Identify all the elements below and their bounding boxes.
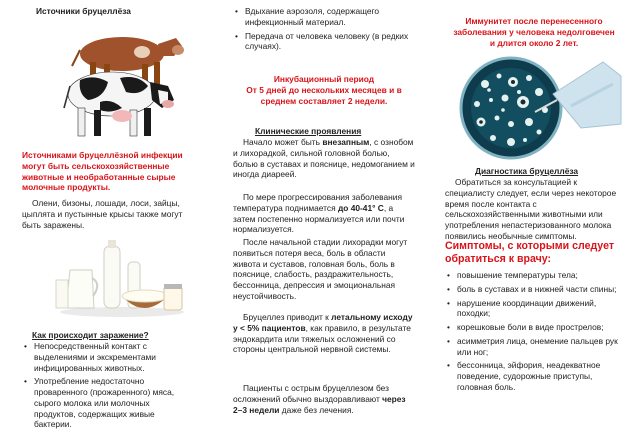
infection-item: • Употребление недостаточно проваренного (прожаренного) мяса, сырого молока или молочных продуктов, содержащих живые бактерии. — [22, 376, 192, 430]
cow-illustration — [50, 16, 186, 144]
symptoms-list — [445, 270, 623, 393]
diagnostics-text: Обратиться за консультацией к специалисту следует, если через некоторое время после контакта с сельскохозяйственными животными или употребления непастеризованного молока появились необычные симптомы. — [445, 177, 617, 241]
milk-products-illustration — [52, 240, 186, 318]
clinical-paragraph-1 — [233, 137, 415, 180]
clinical-p2-bold: до 40-41° С — [337, 202, 384, 213]
symptom-item: • повышение температуры тела; — [445, 270, 623, 281]
infection-item: • Непосредственный контакт с выделениями и экскрементами инфицированных животных. — [22, 341, 192, 373]
infection-list — [22, 341, 192, 430]
clinical-p1-bold: внезапным — [322, 137, 370, 147]
symptom-item: • корешковые боли в виде прострелов; — [445, 322, 623, 333]
sources-statement: Источниками бруцеллёзной инфекции могут быть сельскохозяйственные животные и необработанные сырые молочные продукты. — [22, 150, 183, 193]
column-sources — [22, 0, 192, 436]
diagnostics-heading: Диагностика бруцеллёза — [475, 166, 579, 176]
clinical-heading: Клинические проявления — [255, 126, 362, 136]
symptoms-heading: Симптомы, с которыми следует обратиться к врачу: — [445, 240, 615, 265]
clinical-p1-text-end: , с ознобом и лихорадкой, сильной головной болью, болью в суставах и пояснице, недомоганием и иногда диареей. — [233, 137, 415, 180]
clinical-p1-text: Начало может быть — [243, 137, 323, 147]
clinical-p5-text-end: даже без лечения. — [279, 404, 354, 415]
symptom-item: • нарушение координации движений, походки; — [445, 298, 623, 320]
clinical-p5-bold: через 2–3 недели — [233, 393, 406, 415]
symptom-item: • асимметрия лица, онемение пальцев рук или ног; — [445, 336, 623, 358]
clinical-p4-text: Бруцеллез приводит к — [243, 312, 332, 322]
column-clinical — [233, 0, 415, 436]
column-diagnostics — [445, 0, 623, 436]
incubation-period: Инкубационный период От 5 дней до нескольких месяцев и в среднем составляет 2 недели. — [246, 74, 402, 106]
transmission-list — [233, 6, 415, 52]
bacteria-petri-dish-photo — [453, 54, 623, 162]
clinical-paragraph-4 — [233, 312, 415, 355]
clinical-paragraph-2 — [233, 192, 415, 235]
clinical-p4-text-end: , как правило, в результате эндокардита или тяжелых осложнений со стороны центральной нервной системы. — [233, 322, 411, 355]
clinical-paragraph-5 — [233, 383, 415, 415]
clinical-p2-text-end: , а затем постепенно нормализуется или почти нормализуется. — [233, 202, 405, 235]
clinical-p4-bold: летальному исходу у < 5% пациентов — [233, 312, 413, 333]
clinical-paragraph-3: После начальной стадии лихорадки могут появиться потеря веса, боль в области живота и суставов, головная боль, боль в пояснице, слабость, раздражительность, бессонница, депрессия и эмоциональная неустойчивость. — [233, 237, 408, 301]
clinical-p2-text: По мере прогрессирования заболевания температура поднимается — [233, 192, 402, 213]
transmission-item: • Вдыхание аэрозоля, содержащего инфекционный материал. — [233, 6, 415, 28]
symptom-item: • боль в суставах и в нижней части спины; — [445, 284, 623, 295]
animals-text: Олени, бизоны, лошади, лоси, зайцы, цыплята и пустынные крысы также могут быть заражены. — [22, 198, 183, 230]
infection-heading: Как происходит заражение? — [32, 330, 149, 340]
clinical-p5-text: Пациенты с острым бруцеллезом без осложнений обычно выздоравливают — [233, 383, 389, 404]
immunity-statement: Иммунитет после перенесенного заболевания у человека недолговечен и длится около 2 лет. — [453, 16, 615, 48]
transmission-item: • Передача от человека человеку (в редких случаях). — [233, 31, 415, 53]
symptom-item: • бессонница, эйфория, неадекватное поведение, судорожные приступы, головная боль. — [445, 360, 623, 392]
sources-heading: Источники бруцеллёза — [36, 6, 131, 16]
